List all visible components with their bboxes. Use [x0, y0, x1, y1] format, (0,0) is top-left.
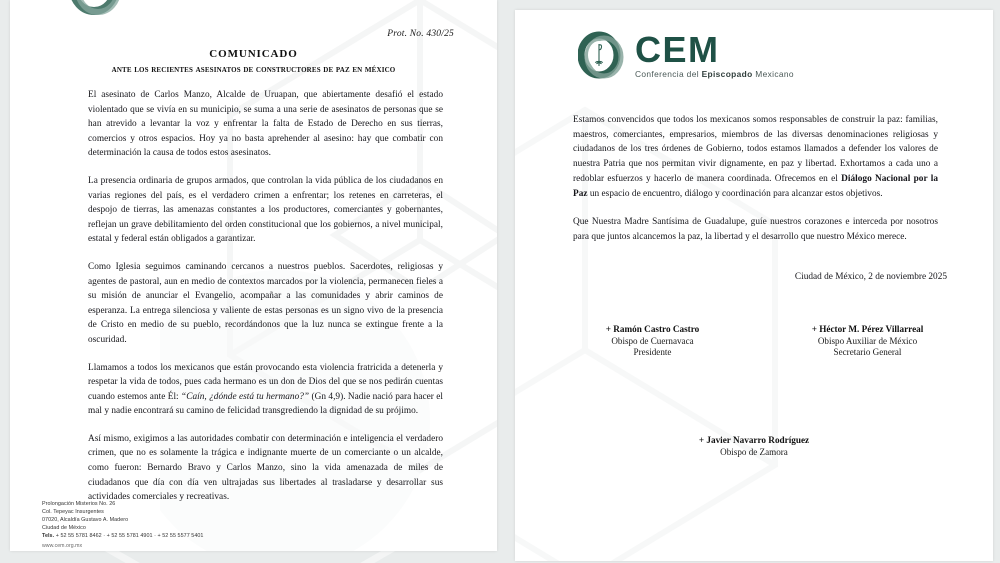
signatory-2-role: Obispo Auxiliar de México — [817, 335, 918, 346]
signatory-2-title: Secretario General — [833, 346, 902, 357]
signatory-1-role: Obispo de Cuernavaca — [611, 335, 694, 346]
cem-wordmark: CEM — [635, 28, 720, 70]
dialogo-nacional-emphasis: Diálogo Nacional por la Paz — [573, 173, 938, 199]
right-body-column — [573, 113, 938, 258]
right-p1-before-bold: Estamos convencidos que todos los mexicanos somos responsables de construir la paz: familias, maestros, comerciantes, empresarios, miembros de las diversas denominaciones religiosas y ciudadanos de los tres órdenes de Gobierno, todos estamos llamados a defender los valores de nuestra Patria que nos permitan vivir dignamente, en paz y libertad. Exhortamos a cada uno a redoblar esfuerzos y hacerlo de manera coordinada. Ofrecemos en el — [573, 115, 938, 184]
cem-tagline-strong: Episcopado — [701, 68, 753, 79]
paragraph-4-after-quote: (Gn 4,9). Nadie nació para hacer el mal y nadie encontrará su camino de felicidad transgrediendo la dignidad de su prójimo. — [88, 391, 444, 417]
footer-address-line-3: 07020, Alcaldía Gustavo A. Madero — [42, 517, 129, 524]
signatories-row — [545, 324, 975, 357]
page-title: COMUNICADO — [209, 48, 298, 60]
page-subtitle: ante los recientes asesinatos de constructores de paz en méxico — [111, 64, 396, 75]
footer-address-line-4: Ciudad de México — [42, 525, 86, 532]
paragraph-3: Como Iglesia seguimos caminando cercanos a nuestros pueblos. Sacerdotes, religiosas y agentes de pastoral, aun en medio de contextos marcados por la violencia, permanecen fieles a su misión de anunciar el Evangelio, acompañar a las comunidades y abrir caminos de esperanza. La entrega silenciosa y valiente de estas personas es un signo vivo de la presencia de Cristo en medio de su pueblo, recordándonos que la luz nunca se extingue frente a la oscuridad. — [88, 261, 443, 345]
right-page — [515, 10, 993, 561]
paragraph-1: El asesinato de Carlos Manzo, Alcalde de Uruapan, que abiertamente desafió el estado violentado que se vivía en su municipio, se suma a una serie de asesinatos de personas que se han atrevido a levantar la voz y enfrentar la falta de Estado de Derecho en sus tierras, comercios y otros espacios. Hoy ya no basta aprehender al asesino: hay que combatir con determinación la causa de todos estos asesinatos. — [88, 90, 443, 159]
cem-tagline — [635, 70, 794, 78]
footer-address-line-1: Prolongación Misterios No. 26 — [42, 501, 116, 507]
left-page — [10, 0, 497, 551]
cem-wordmark-group — [635, 28, 794, 79]
place-and-date: Ciudad de México, 2 de noviembre 2025 — [794, 272, 947, 282]
signatory-1 — [553, 324, 753, 357]
signatory-1-name: + Ramón Castro Castro — [605, 324, 700, 334]
signatory-3-role: Obispo de Zamora — [720, 446, 788, 457]
signatory-2-name: + Héctor M. Pérez Villarreal — [811, 324, 924, 334]
paragraph-2: La presencia ordinaria de grupos armados, que controlan la vida pública de los ciudadanos en varias regiones del país, es el verdadero crimen a enfrentar; los retenes en carreteras, el despojo de tierras, las amenazas constantes a los productores, comerciantes y gobernantes, reflejan un grave debilitamiento del orden constitucional que los gobiernos, a nivel municipal, estatal y federal están obligados a garantizar. — [88, 175, 443, 245]
protocol-number: Prot. No. 430/25 — [387, 29, 454, 39]
footer-website[interactable]: www.cem.org.mx — [42, 543, 83, 550]
paragraph-5: Así mismo, exigimos a las autoridades combatir con determinación e inteligencia el verdadero crimen, que no es solamente la trágica e indignante muerte de un comerciante o un alcalde, como fueron: Bernardo Bravo y Carlos Manzo, sino la vida amenazada de miles de ciudadanos que día con día ven ultrajadas sus libertades al trasladarse y desarrollar sus actividades comerciales y recreativas. — [88, 433, 443, 503]
cem-crosier-ring-icon — [578, 30, 626, 80]
cem-tagline-part1: Conferencia del — [635, 68, 702, 79]
paragraph-4-before-quote: Llamamos a todos los mexicanos que están provocando esta violencia fratricida a detenerla y respetar la vida de todos, pues cada hermano es un don de Dios del que se nos pedirán cuentas cuando estemos ante Él: — [88, 362, 443, 402]
left-page-footer — [42, 500, 203, 551]
right-p1-after-bold: un espacio de encuentro, diálogo y coordinación para alcanzar estos objetivos. — [587, 188, 883, 199]
footer-address-line-2: Col. Tepeyac Insurgentes — [42, 509, 104, 516]
paragraph-4-scripture-quote: “Caín, ¿dónde está tu hermano?” — [181, 391, 310, 402]
cem-tagline-part2: Mexicano — [752, 68, 794, 79]
right-paragraph-1 — [573, 113, 938, 201]
footer-phones-label: Tels. — [42, 533, 55, 540]
paragraph-4 — [88, 361, 443, 419]
signatory-2 — [768, 324, 968, 357]
signatory-3-name: + Javier Navarro Rodríguez — [698, 435, 810, 445]
signatory-1-title: Presidente — [633, 346, 672, 357]
signatory-3 — [515, 435, 993, 457]
right-paragraph-2: Que Nuestra Madre Santísima de Guadalupe, guíe nuestros corazones e interceda por nosotros para que juntos alcancemos la paz, la libertad y el desarrollo que nuestro México merece. — [573, 217, 938, 242]
cem-logo — [578, 30, 794, 80]
left-body-column — [88, 88, 443, 518]
footer-phones-value: + 52 55 5781 8462 · + 52 55 5781 4901 · + 52 55 5577 5401 — [55, 533, 204, 540]
footer-phones — [42, 532, 203, 540]
